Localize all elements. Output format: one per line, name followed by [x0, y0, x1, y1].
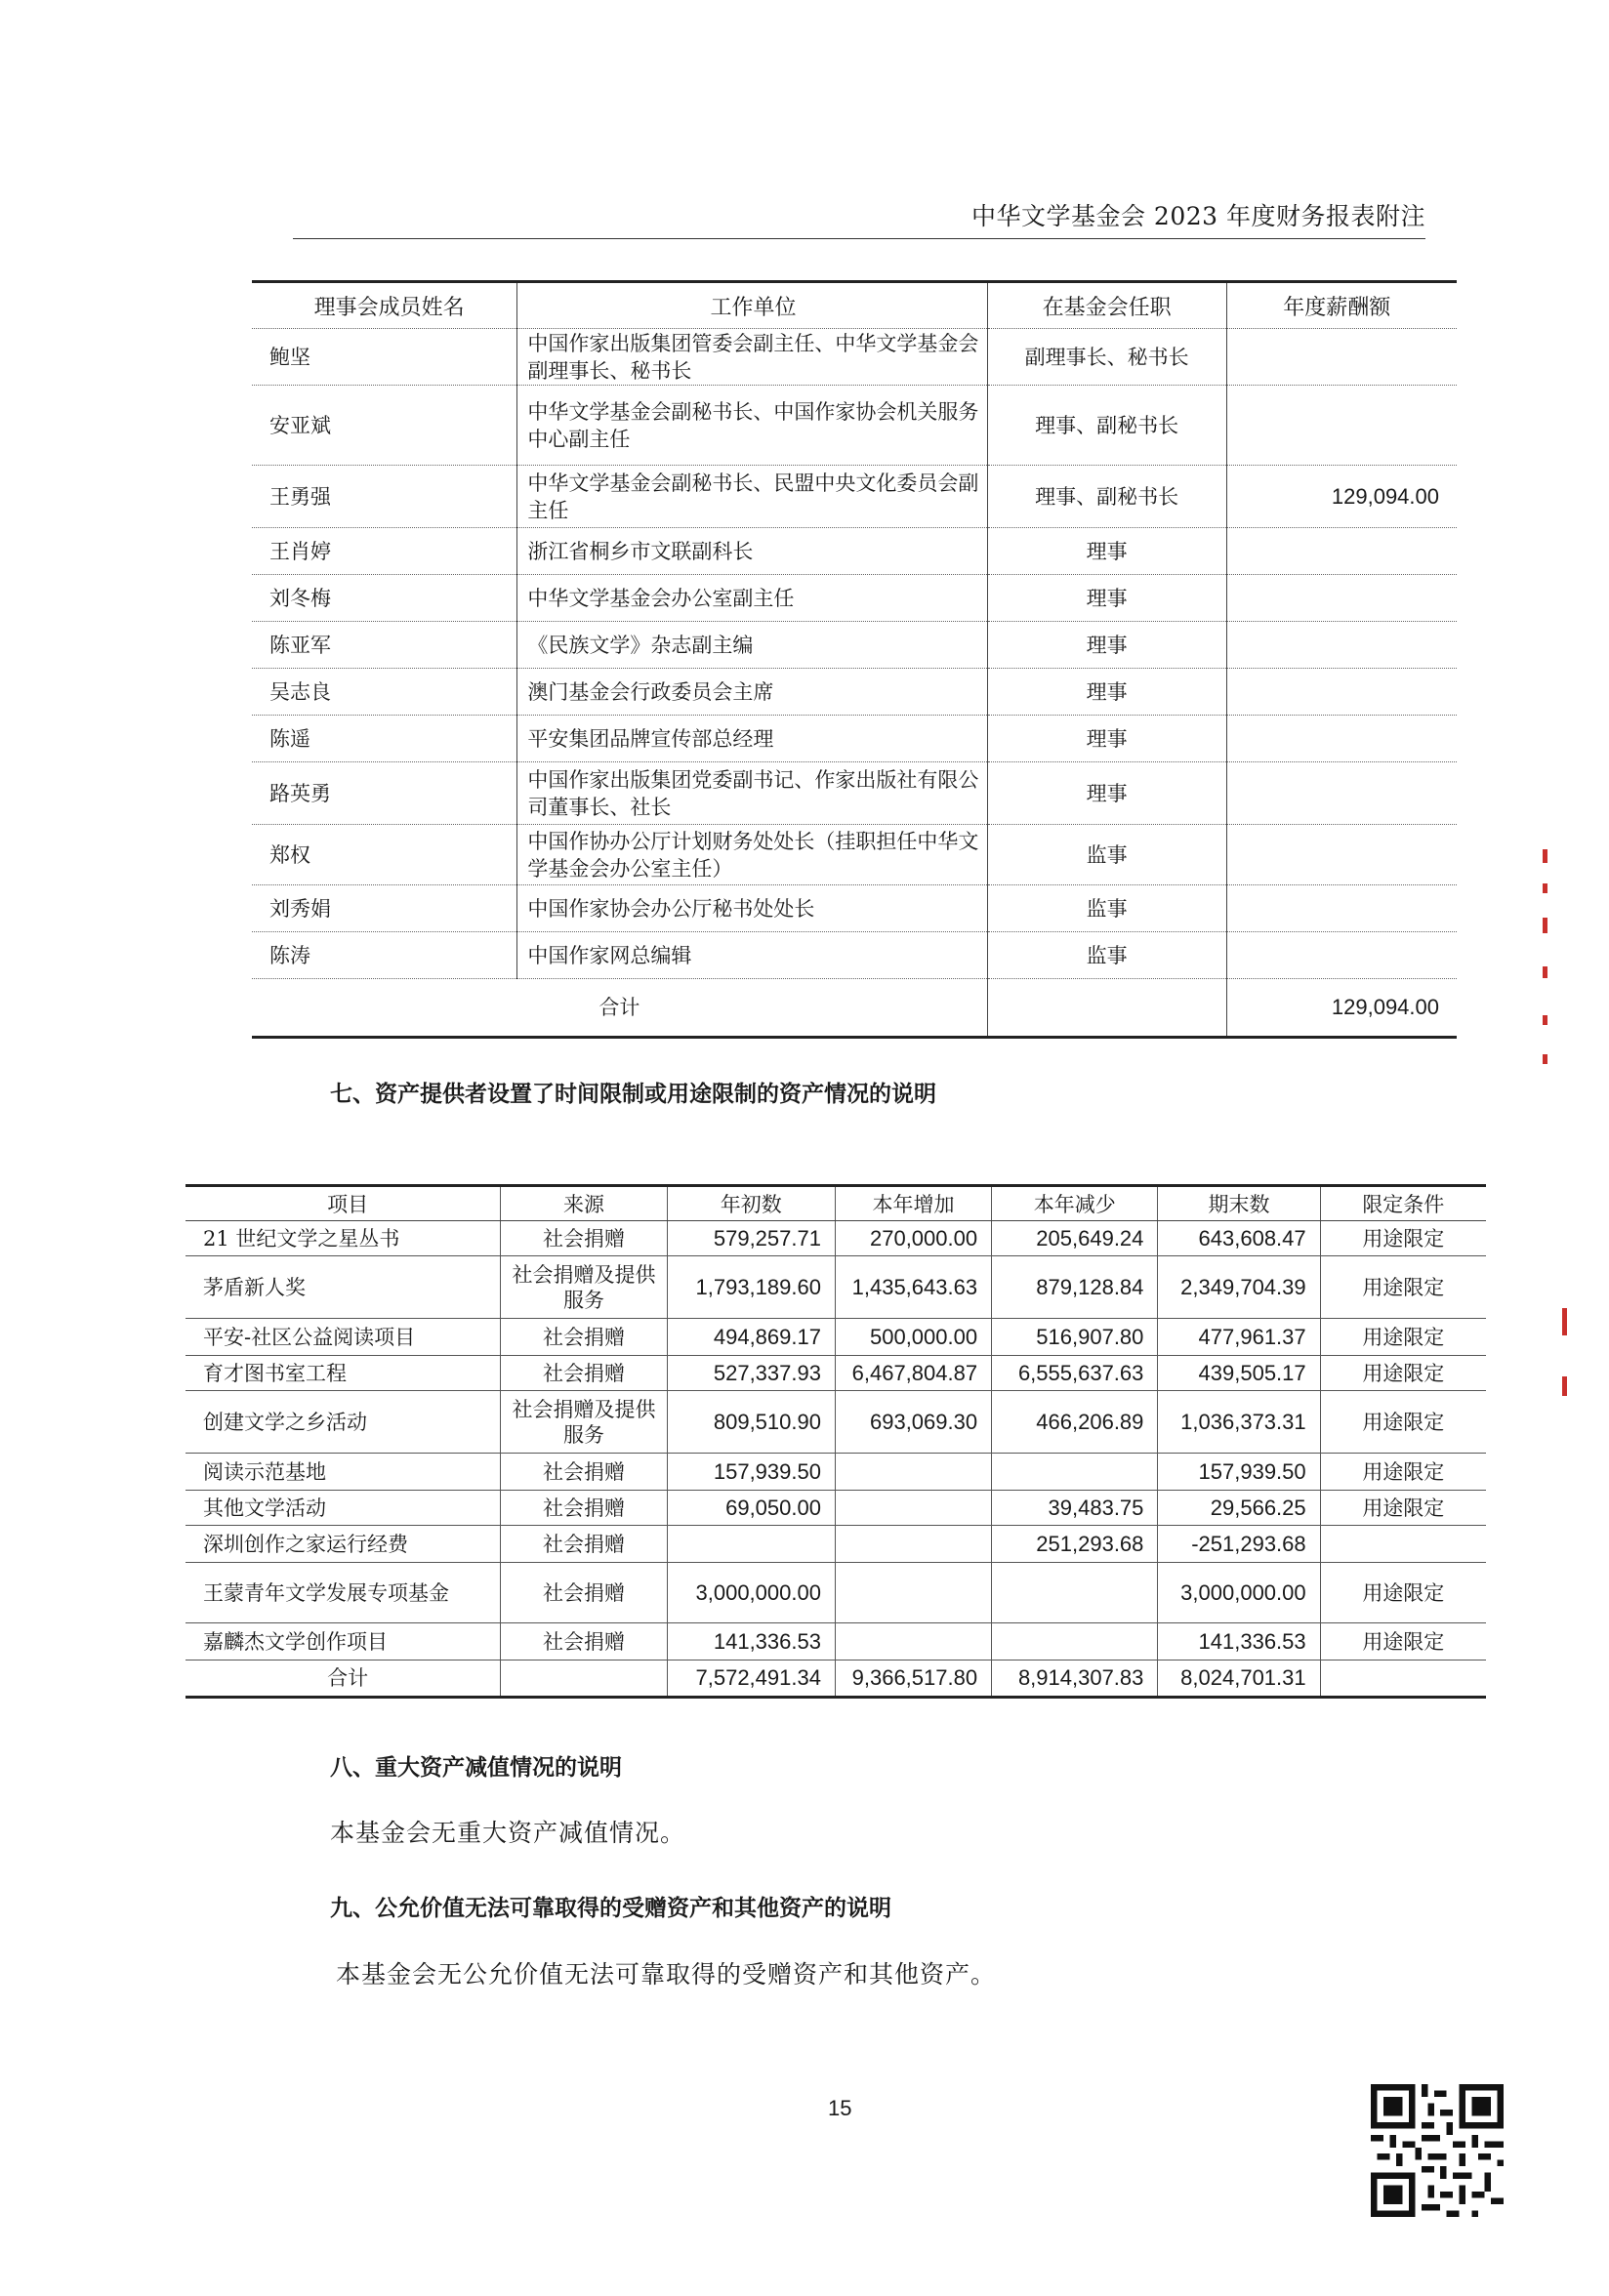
asset-source: 社会捐赠 [501, 1454, 667, 1491]
asset-decrease [992, 1623, 1158, 1660]
member-unit: 中华文学基金会办公室副主任 [517, 575, 987, 622]
seal-fragment [1543, 1015, 1547, 1025]
member-name: 陈亚军 [252, 622, 517, 669]
member-pay [1226, 716, 1457, 762]
asset-item: 其他文学活动 [186, 1491, 501, 1526]
member-pay [1226, 622, 1457, 669]
column-header: 本年增加 [835, 1186, 991, 1221]
table-row [186, 1563, 1486, 1623]
member-unit: 中华文学基金会副秘书长、中国作家协会机关服务中心副主任 [517, 386, 987, 466]
column-header: 理事会成员姓名 [252, 282, 517, 329]
asset-end: 2,349,704.39 [1158, 1256, 1320, 1319]
asset-source: 社会捐赠及提供服务 [501, 1256, 667, 1319]
member-name: 安亚斌 [252, 386, 517, 466]
table-row [186, 1221, 1486, 1256]
seal-fragment [1543, 849, 1547, 863]
asset-condition: 用途限定 [1320, 1454, 1486, 1491]
asset-condition: 用途限定 [1320, 1221, 1486, 1256]
table-row [252, 762, 1457, 825]
total-end: 8,024,701.31 [1158, 1660, 1320, 1698]
column-header: 来源 [501, 1186, 667, 1221]
member-name: 刘秀娟 [252, 885, 517, 932]
asset-begin: 579,257.71 [667, 1221, 835, 1256]
asset-source: 社会捐赠 [501, 1221, 667, 1256]
asset-condition: 用途限定 [1320, 1623, 1486, 1660]
member-name: 刘冬梅 [252, 575, 517, 622]
table-row [186, 1623, 1486, 1660]
asset-end: 29,566.25 [1158, 1491, 1320, 1526]
column-header: 年初数 [667, 1186, 835, 1221]
total-label: 合计 [252, 979, 987, 1038]
asset-condition: 用途限定 [1320, 1491, 1486, 1526]
asset-item: 育才图书室工程 [186, 1356, 501, 1391]
asset-source: 社会捐赠 [501, 1356, 667, 1391]
section-8-text: 本基金会无重大资产减值情况。 [330, 1819, 686, 1847]
seal-fragment [1562, 1376, 1567, 1396]
total-row [252, 979, 1457, 1038]
member-pay [1226, 825, 1457, 885]
asset-source: 社会捐赠 [501, 1623, 667, 1660]
table-header-row [186, 1186, 1486, 1221]
member-role: 理事 [987, 622, 1226, 669]
asset-begin: 141,336.53 [667, 1623, 835, 1660]
table-row [186, 1526, 1486, 1563]
asset-begin: 494,869.17 [667, 1319, 835, 1356]
column-header: 期末数 [1158, 1186, 1320, 1221]
total-begin: 7,572,491.34 [667, 1660, 835, 1698]
total-decrease: 8,914,307.83 [992, 1660, 1158, 1698]
total-source [501, 1660, 667, 1698]
member-role: 理事、副秘书长 [987, 466, 1226, 528]
member-unit: 中国作家出版集团管委会副主任、中华文学基金会副理事长、秘书长 [517, 329, 987, 386]
asset-increase [835, 1526, 991, 1563]
member-role: 理事 [987, 575, 1226, 622]
asset-decrease: 251,293.68 [992, 1526, 1158, 1563]
restricted-assets-table [186, 1184, 1486, 1699]
member-name: 鲍坚 [252, 329, 517, 386]
qr-code-icon [1371, 2084, 1504, 2217]
table-row [252, 825, 1457, 885]
asset-decrease [992, 1454, 1158, 1491]
asset-item: 茅盾新人奖 [186, 1256, 501, 1319]
asset-condition [1320, 1526, 1486, 1563]
seal-fragment [1543, 966, 1547, 978]
member-unit: 中华文学基金会副秘书长、民盟中央文化委员会副主任 [517, 466, 987, 528]
total-row [186, 1660, 1486, 1698]
table-row [252, 575, 1457, 622]
board-members-table [252, 280, 1457, 1039]
section-8-title: 八、重大资产减值情况的说明 [330, 1755, 622, 1781]
member-name: 郑权 [252, 825, 517, 885]
section-9-text: 本基金会无公允价值无法可靠取得的受赠资产和其他资产。 [336, 1960, 997, 1988]
member-name: 路英勇 [252, 762, 517, 825]
asset-item: 21 世纪文学之星丛书 [186, 1221, 501, 1256]
asset-condition: 用途限定 [1320, 1319, 1486, 1356]
total-pay: 129,094.00 [1331, 995, 1439, 1019]
asset-decrease: 6,555,637.63 [992, 1356, 1158, 1391]
member-name: 吴志良 [252, 669, 517, 716]
member-unit: 中国作家网总编辑 [517, 932, 987, 979]
table-row [252, 716, 1457, 762]
member-pay [1226, 575, 1457, 622]
table-row [186, 1491, 1486, 1526]
member-pay [1226, 528, 1457, 575]
asset-end: -251,293.68 [1158, 1526, 1320, 1563]
asset-begin [667, 1526, 835, 1563]
member-name: 王肖婷 [252, 528, 517, 575]
asset-decrease [992, 1563, 1158, 1623]
asset-increase: 270,000.00 [835, 1221, 991, 1256]
member-unit: 平安集团品牌宣传部总经理 [517, 716, 987, 762]
asset-source: 社会捐赠 [501, 1491, 667, 1526]
asset-decrease: 879,128.84 [992, 1256, 1158, 1319]
column-header: 限定条件 [1320, 1186, 1486, 1221]
asset-increase: 500,000.00 [835, 1319, 991, 1356]
table-row [186, 1256, 1486, 1319]
column-header: 工作单位 [517, 282, 987, 329]
member-role: 理事 [987, 762, 1226, 825]
asset-item: 王蒙青年文学发展专项基金 [186, 1563, 501, 1623]
table-header-row [252, 282, 1457, 329]
table-row [252, 669, 1457, 716]
asset-begin: 527,337.93 [667, 1356, 835, 1391]
asset-end: 1,036,373.31 [1158, 1391, 1320, 1454]
member-name: 陈遥 [252, 716, 517, 762]
asset-source: 社会捐赠及提供服务 [501, 1391, 667, 1454]
asset-item: 深圳创作之家运行经费 [186, 1526, 501, 1563]
column-header: 项目 [186, 1186, 501, 1221]
member-unit: 《民族文学》杂志副主编 [517, 622, 987, 669]
asset-decrease: 39,483.75 [992, 1491, 1158, 1526]
page-header: 中华文学基金会 2023 年度财务报表附注 [293, 195, 1425, 239]
member-role: 副理事长、秘书长 [987, 329, 1226, 386]
member-unit: 中国作家出版集团党委副书记、作家出版社有限公司董事长、社长 [517, 762, 987, 825]
asset-item: 平安-社区公益阅读项目 [186, 1319, 501, 1356]
seal-fragment [1543, 883, 1547, 893]
seal-fragment [1543, 1054, 1547, 1064]
member-pay [1226, 932, 1457, 979]
asset-increase [835, 1563, 991, 1623]
member-name: 王勇强 [252, 466, 517, 528]
section-9-title: 九、公允价值无法可靠取得的受赠资产和其他资产的说明 [330, 1896, 891, 1921]
column-header: 年度薪酬额 [1226, 282, 1457, 329]
asset-item: 嘉麟杰文学创作项目 [186, 1623, 501, 1660]
table-row [252, 466, 1457, 528]
asset-source: 社会捐赠 [501, 1526, 667, 1563]
section-7-title: 七、资产提供者设置了时间限制或用途限制的资产情况的说明 [330, 1082, 936, 1107]
asset-end: 157,939.50 [1158, 1454, 1320, 1491]
total-increase: 9,366,517.80 [835, 1660, 991, 1698]
table-row [252, 622, 1457, 669]
asset-begin: 809,510.90 [667, 1391, 835, 1454]
asset-end: 3,000,000.00 [1158, 1563, 1320, 1623]
member-pay: 129,094.00 [1226, 466, 1457, 528]
seal-fragment [1562, 1308, 1567, 1335]
member-role: 理事、副秘书长 [987, 386, 1226, 466]
asset-begin: 69,050.00 [667, 1491, 835, 1526]
table-row [186, 1454, 1486, 1491]
asset-begin: 1,793,189.60 [667, 1256, 835, 1319]
table-row [186, 1356, 1486, 1391]
member-unit: 中国作家协会办公厅秘书处处长 [517, 885, 987, 932]
member-role: 监事 [987, 932, 1226, 979]
table-row [252, 528, 1457, 575]
asset-increase: 6,467,804.87 [835, 1356, 991, 1391]
member-pay [1226, 329, 1457, 386]
table-row [252, 329, 1457, 386]
column-header: 在基金会任职 [987, 282, 1226, 329]
asset-end: 439,505.17 [1158, 1356, 1320, 1391]
member-pay [1226, 386, 1457, 466]
member-pay [1226, 885, 1457, 932]
member-role: 理事 [987, 669, 1226, 716]
member-pay [1226, 762, 1457, 825]
table-row [186, 1391, 1486, 1454]
table-row [252, 386, 1457, 466]
asset-increase: 1,435,643.63 [835, 1256, 991, 1319]
member-unit: 中国作协办公厅计划财务处处长（挂职担任中华文学基金会办公室主任） [517, 825, 987, 885]
asset-increase [835, 1623, 991, 1660]
asset-decrease: 516,907.80 [992, 1319, 1158, 1356]
member-role: 监事 [987, 885, 1226, 932]
member-role: 理事 [987, 716, 1226, 762]
asset-end: 477,961.37 [1158, 1319, 1320, 1356]
total-condition [1320, 1660, 1486, 1698]
table-row [252, 885, 1457, 932]
asset-increase [835, 1454, 991, 1491]
asset-source: 社会捐赠 [501, 1563, 667, 1623]
asset-item: 阅读示范基地 [186, 1454, 501, 1491]
member-unit: 澳门基金会行政委员会主席 [517, 669, 987, 716]
asset-begin: 157,939.50 [667, 1454, 835, 1491]
total-label: 合计 [186, 1660, 501, 1698]
asset-item: 创建文学之乡活动 [186, 1391, 501, 1454]
asset-begin: 3,000,000.00 [667, 1563, 835, 1623]
member-name: 陈涛 [252, 932, 517, 979]
page-number: 15 [828, 2096, 852, 2120]
column-header: 本年减少 [992, 1186, 1158, 1221]
asset-end: 643,608.47 [1158, 1221, 1320, 1256]
asset-increase: 693,069.30 [835, 1391, 991, 1454]
asset-end: 141,336.53 [1158, 1623, 1320, 1660]
asset-condition: 用途限定 [1320, 1563, 1486, 1623]
asset-condition: 用途限定 [1320, 1256, 1486, 1319]
asset-decrease: 205,649.24 [992, 1221, 1158, 1256]
asset-source: 社会捐赠 [501, 1319, 667, 1356]
asset-condition: 用途限定 [1320, 1356, 1486, 1391]
total-role-empty [987, 979, 1226, 1038]
asset-decrease: 466,206.89 [992, 1391, 1158, 1454]
member-unit: 浙江省桐乡市文联副科长 [517, 528, 987, 575]
table-row [186, 1319, 1486, 1356]
asset-increase [835, 1491, 991, 1526]
member-role: 监事 [987, 825, 1226, 885]
asset-condition: 用途限定 [1320, 1391, 1486, 1454]
member-pay [1226, 669, 1457, 716]
member-role: 理事 [987, 528, 1226, 575]
seal-fragment [1543, 918, 1547, 933]
table-row [252, 932, 1457, 979]
